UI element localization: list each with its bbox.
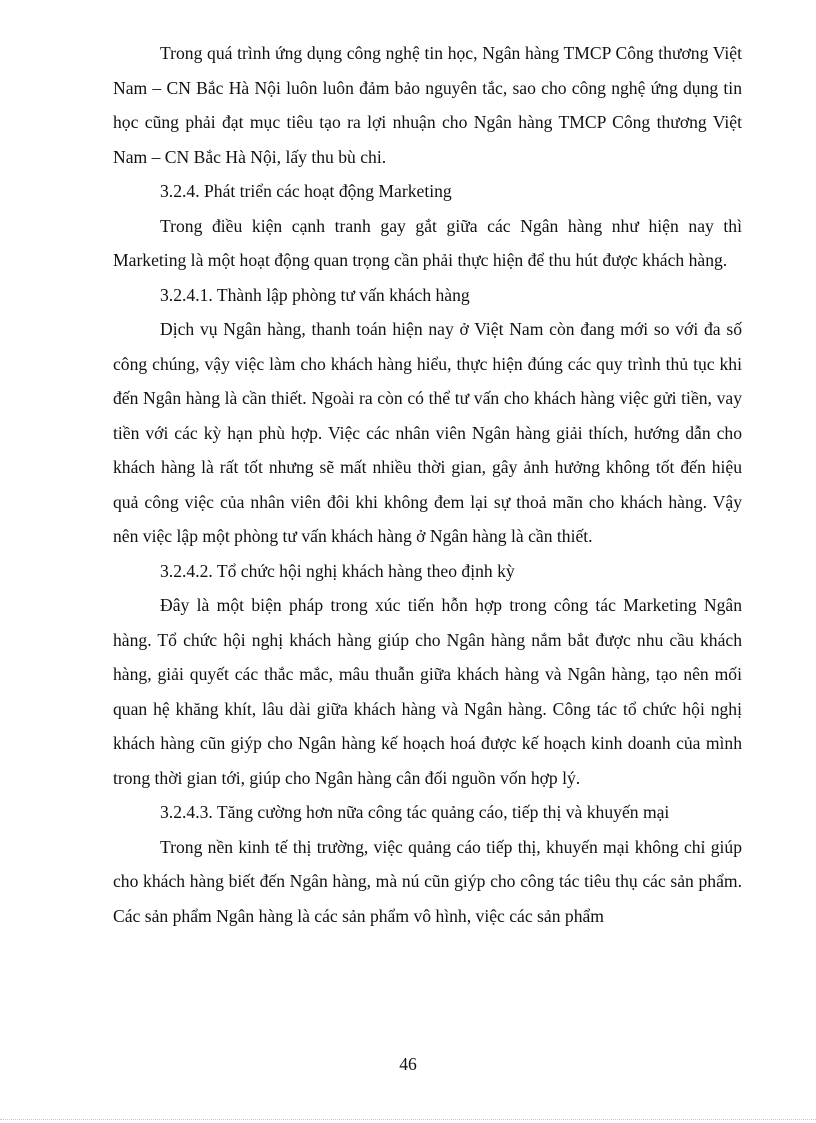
paragraph-customer-conference: Đây là một biện pháp trong xúc tiến hỗn hợp trong công tác Marketing Ngân hàng. Tổ chức hội nghị khách hàng giúp cho Ngân hàng nắm bắt được nhu cầu khách hàng, giải quyết các thắc mắc, mâu thuẫn giữa khách hàng và Ngân hàng, tạo nên mối quan hệ khăng khít, lâu dài giữa khách hàng và Ngân hàng. Công tác tổ chức hội nghị khách hàng cũn giýp cho Ngân hàng kế hoạch hoá được kế hoạch kinh doanh của mình trong thời gian tới, giúp cho Ngân hàng cân đối nguồn vốn hợp lý. — [113, 595, 742, 788]
section-heading-3-2-4-2: 3.2.4.2. Tổ chức hội nghị khách hàng theo định kỳ — [160, 560, 515, 581]
paragraph-technology: Trong quá trình ứng dụng công nghệ tin học, Ngân hàng TMCP Công thương Việt Nam – CN Bắc Hà Nội luôn luôn đảm bảo nguyên tắc, sao cho công nghệ ứng dụng tin học cũng phải đạt mục tiêu tạo ra lợi nhuận cho Ngân hàng TMCP Công thương Việt Nam – CN Bắc Hà Nội, lấy thu bù chi. — [113, 43, 742, 167]
paragraph-advertising: Trong nền kinh tế thị trường, việc quảng cáo tiếp thị, khuyến mại không chỉ giúp cho khách hàng biết đến Ngân hàng, mà nú cũn giýp cho công tác tiêu thụ các sản phẩm. Các sản phẩm Ngân hàng là các sản phẩm vô hình, việc các sản phẩm — [113, 836, 742, 926]
document-page — [113, 36, 742, 933]
paragraph-consulting-room: Dịch vụ Ngân hàng, thanh toán hiện nay ở Việt Nam còn đang mới so với đa số công chúng, vậy việc làm cho khách hàng hiểu, thực hiện đúng các quy trình thủ tục khi đến Ngân hàng là cần thiết. Ngoài ra còn có thể tư vấn cho khách hàng việc gửi tiền, vay tiền với các kỳ hạn phù hợp. Việc các nhân viên Ngân hàng giải thích, hướng dẫn cho khách hàng là rất tốt nhưng sẽ mất nhiều thời gian, gây ảnh hưởng không tốt đến hiệu quả công việc của nhân viên đôi khi không đem lại sự thoả mãn cho khách hàng. Vậy nên việc lập một phòng tư vấn khách hàng ở Ngân hàng là cần thiết. — [113, 319, 742, 546]
paragraph-marketing-intro: Trong điều kiện cạnh tranh gay gắt giữa các Ngân hàng như hiện nay thì Marketing là một hoạt động quan trọng cần phải thực hiện để thu hút được khách hàng. — [113, 215, 742, 270]
page-bottom-divider — [0, 1119, 816, 1120]
section-heading-3-2-4-3: 3.2.4.3. Tăng cường hơn nữa công tác quảng cáo, tiếp thị và khuyến mại — [160, 802, 670, 822]
section-heading-3-2-4-1: 3.2.4.1. Thành lập phòng tư vấn khách hàng — [160, 284, 470, 305]
section-heading-3-2-4: 3.2.4. Phát triển các hoạt động Marketing — [160, 181, 452, 201]
page-number: 46 — [399, 1054, 417, 1074]
